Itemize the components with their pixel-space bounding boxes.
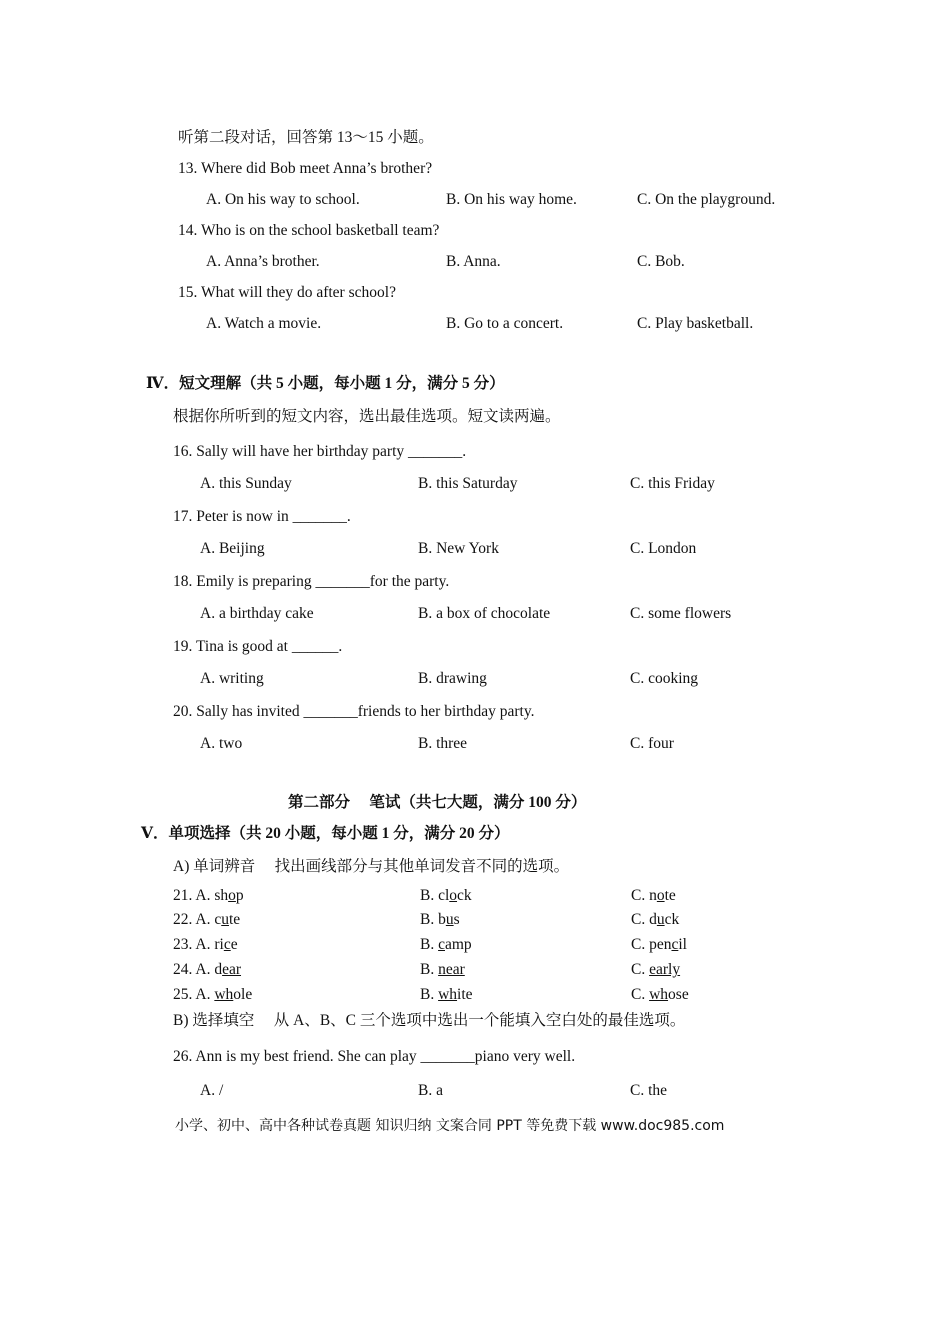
part2-title: 第二部分 笔试（共七大题，满分 100 分） — [288, 794, 587, 811]
option-19-b: B. drawing — [418, 670, 487, 687]
option-16-b: B. this Saturday — [418, 475, 518, 492]
option-20-c: C. four — [630, 735, 674, 752]
footer-note: 小学、初中、高中各种试卷真题 知识归纳 文案合同 PPT 等免费下载 www.doc985.com — [175, 1118, 725, 1134]
option-26-a: A. / — [200, 1082, 224, 1099]
option-18-a: A. a birthday cake — [200, 605, 314, 622]
option-17-b: B. New York — [418, 540, 499, 557]
question-23: 23. A. rice — [173, 936, 238, 953]
option-20-a: A. two — [200, 735, 243, 752]
option-23-c: C. pencil — [631, 936, 687, 953]
option-25-c: C. whose — [631, 986, 689, 1003]
question-17: 17. Peter is now in _______. — [173, 508, 351, 525]
option-16-c: C. this Friday — [630, 475, 715, 492]
option-13-a: A. On his way to school. — [206, 191, 360, 208]
option-13-c: C. On the playground. — [637, 191, 776, 208]
question-20: 20. Sally has invited _______friends to her birthday party. — [173, 703, 535, 720]
option-24-b: B. near — [420, 961, 465, 978]
section-b-instruction: B) 选择填空 从 A、B、C 三个选项中选出一个能填入空白处的最佳选项。 — [173, 1012, 686, 1029]
question-25: 25. A. whole — [173, 986, 253, 1003]
option-17-c: C. London — [630, 540, 697, 557]
section-instruction: 听第二段对话，回答第 13～15 小题。 — [178, 129, 434, 146]
option-20-b: B. three — [418, 735, 468, 752]
question-18: 18. Emily is preparing _______for the party. — [173, 573, 450, 590]
option-19-c: C. cooking — [630, 670, 699, 687]
option-22-b: B. bus — [420, 911, 460, 928]
question-26: 26. Ann is my best friend. She can play _______piano very well. — [173, 1048, 576, 1065]
option-21-c: C. note — [631, 887, 676, 904]
option-15-a: A. Watch a movie. — [206, 315, 322, 332]
question-22: 22. A. cute — [173, 911, 241, 928]
option-18-c: C. some flowers — [630, 605, 732, 622]
option-23-b: B. camp — [420, 936, 472, 953]
option-26-c: C. the — [630, 1082, 668, 1099]
question-19: 19. Tina is good at ______. — [173, 638, 343, 655]
option-17-a: A. Beijing — [200, 540, 265, 557]
option-15-c: C. Play basketball. — [637, 315, 754, 332]
part5-title: Ⅴ．单项选择（共 20 小题，每小题 1 分，满分 20 分） — [141, 825, 510, 842]
option-25-b: B. white — [420, 986, 473, 1003]
option-22-c: C. duck — [631, 911, 680, 928]
option-14-b: B. Anna. — [446, 253, 501, 270]
option-18-b: B. a box of chocolate — [418, 605, 551, 622]
question-21: 21. A. shop — [173, 887, 244, 904]
option-13-b: B. On his way home. — [446, 191, 577, 208]
option-14-a: A. Anna’s brother. — [206, 253, 320, 270]
option-21-b: B. clock — [420, 887, 472, 904]
part4-title: Ⅳ．短文理解（共 5 小题，每小题 1 分，满分 5 分） — [146, 375, 505, 392]
option-15-b: B. Go to a concert. — [446, 315, 564, 332]
question-24: 24. A. dear — [173, 961, 242, 978]
question-16: 16. Sally will have her birthday party _______. — [173, 443, 467, 460]
option-24-c: C. early — [631, 961, 681, 978]
question-13: 13. Where did Bob meet Anna’s brother? — [178, 160, 433, 177]
part4-instruction: 根据你所听到的短文内容，选出最佳选项。短文读两遍。 — [173, 408, 561, 425]
option-26-b: B. a — [418, 1082, 443, 1099]
option-14-c: C. Bob. — [637, 253, 685, 270]
option-19-a: A. writing — [200, 670, 264, 687]
question-15: 15. What will they do after school? — [178, 284, 396, 301]
option-16-a: A. this Sunday — [200, 475, 292, 492]
section-a-instruction: A) 单词辨音 找出画线部分与其他单词发音不同的选项。 — [173, 858, 570, 875]
question-14: 14. Who is on the school basketball team? — [178, 222, 440, 239]
